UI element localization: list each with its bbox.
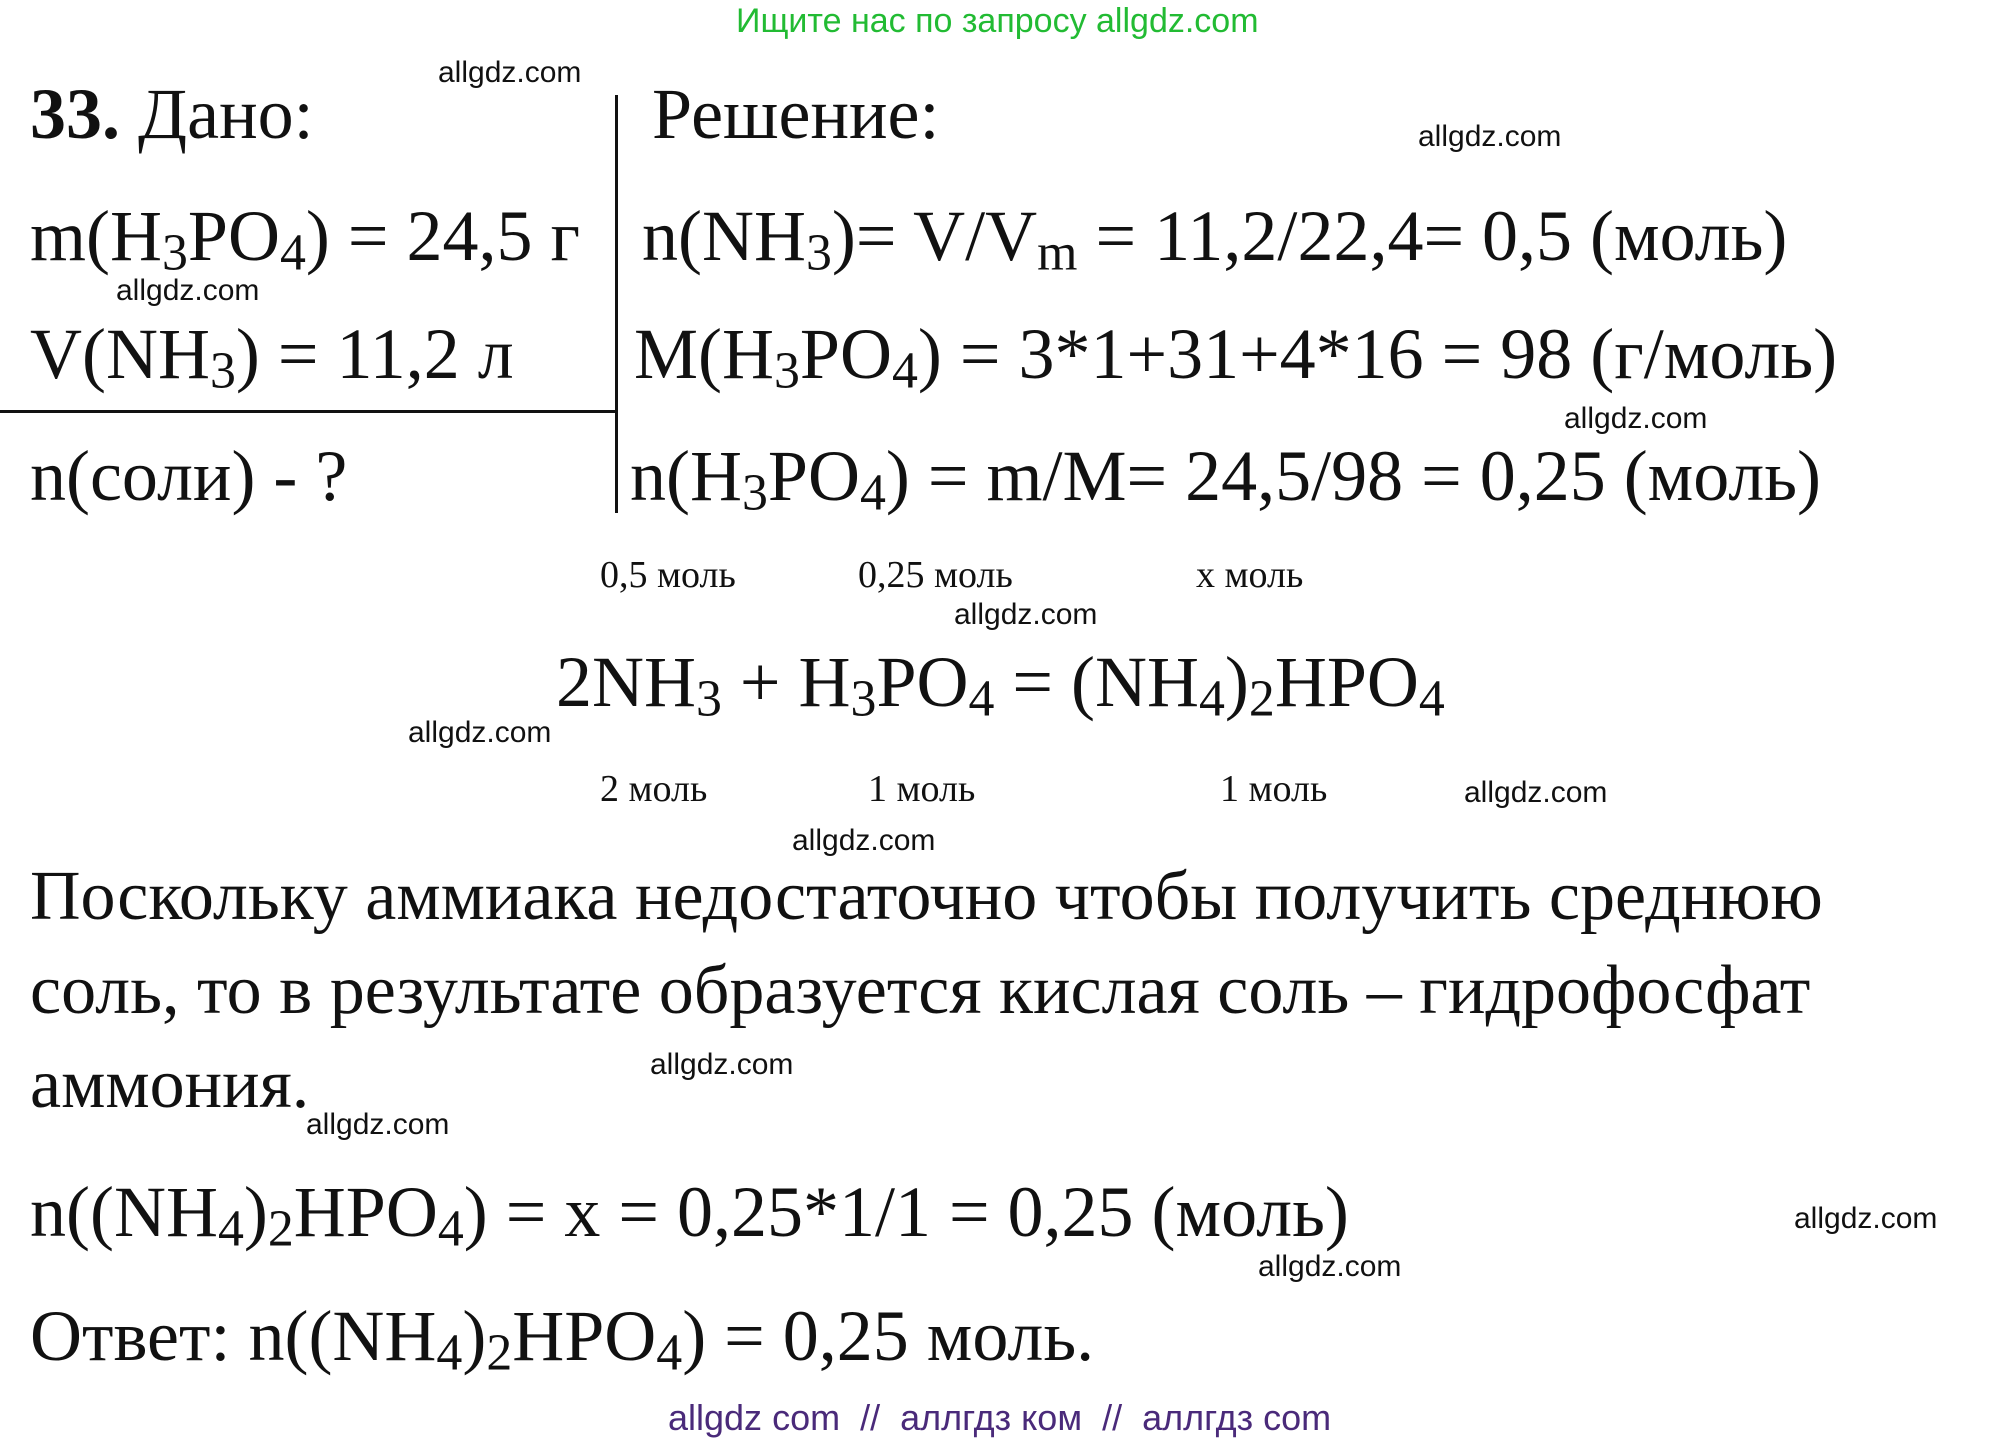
reaction-bottom-label-3: 1 моль [1220,768,1328,810]
watermark: allgdz.com [650,1048,794,1081]
reaction-bottom-label-2: 1 моль [868,768,976,810]
watermark: allgdz.com [306,1108,450,1141]
watermark: allgdz.com [408,716,552,749]
watermark: allgdz.com [116,274,260,307]
problem-header [30,74,314,154]
watermark: allgdz.com [1464,776,1608,809]
problem-number: 33. [30,74,120,154]
top-banner: Ищите нас по запросу allgdz.com [736,2,1259,40]
solution-line-3: $n(H_3PO_4) = m/M= 24,5/98 = 0,25$ (моль) [630,436,1822,522]
result-line: $n((NH_4)_2HPO_4) = x = 0,25*1/1 = 0,25$ (моль) [30,1172,1349,1258]
given-divider-horizontal [0,410,617,413]
solution-line-2: $M(H_3PO_4) = 3*1+31+4*16 = 98$ (г/моль) [634,314,1838,400]
bottom-banner: allgdz com // аллгдз ком // аллгдз com [668,1397,1332,1438]
watermark: allgdz.com [1258,1250,1402,1283]
explanation-line-2: соль, то в результате образуется кислая соль – гидрофосфат [30,952,1811,1029]
reaction-top-label-3: x моль [1196,554,1304,596]
reaction-top-label-1: 0,5 моль [600,554,736,596]
explanation-line-1: Поскольку аммиака недостаточно чтобы получить среднюю [30,858,1823,935]
watermark: allgdz.com [438,56,582,89]
watermark: allgdz.com [1418,120,1562,153]
given-mass: $m(H_3PO_4) = 24,5$ г [30,196,580,282]
given-label: Дано: [138,74,314,154]
given-volume: $V(NH_3) = 11,2$ л [30,314,514,400]
given-divider-vertical [615,95,618,513]
watermark: allgdz.com [954,598,1098,631]
find-quantity: n(соли) - ? [30,436,348,516]
explanation-line-3: аммония. [30,1046,310,1123]
watermark: allgdz.com [1794,1202,1938,1235]
reaction-equation: $2NH_3 + H_3PO_4 = (NH_4)_2HPO_4$ [556,642,1445,728]
solution-label: Решение: [652,74,940,154]
watermark: allgdz.com [792,824,936,857]
solution-line-1: $n(NH_3)= V/V_m = 11,2/22,4= 0,5$ (моль) [642,196,1788,282]
reaction-bottom-label-1: 2 моль [600,768,708,810]
watermark: allgdz.com [1564,402,1708,435]
answer-line: Ответ: $n((NH_4)_2HPO_4) = 0,25$ моль. [30,1296,1095,1382]
reaction-top-label-2: 0,25 моль [858,554,1013,596]
